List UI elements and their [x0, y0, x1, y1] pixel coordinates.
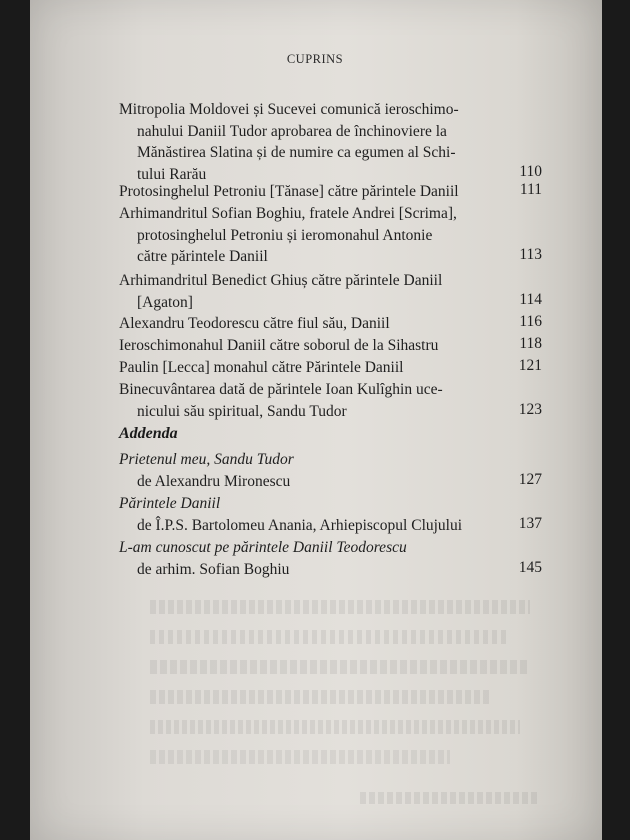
- page-number: 145: [518, 559, 542, 576]
- addenda-heading: Addenda: [119, 425, 178, 442]
- toc-entry-line: tului Rarău: [137, 165, 207, 183]
- page-number: 137: [518, 515, 542, 532]
- toc-entry-line: Ieroschimonahul Daniil către soborul de la Sihastru: [119, 337, 439, 354]
- page-number: 118: [519, 335, 542, 352]
- toc-entry-line: [Agaton]: [137, 293, 193, 311]
- toc-entry-line: protosinghelul Petroniu și ieromonahul Antonie: [137, 226, 433, 244]
- addenda-author: de arhim. Sofian Boghiu: [137, 560, 290, 578]
- addenda-entry: [119, 449, 543, 492]
- addenda-title: L-am cunoscut pe părintele Daniil Teodorescu: [119, 539, 407, 556]
- toc-entry: [119, 99, 543, 185]
- toc-entry-line: Paulin [Lecca] monahul către Părintele Daniil: [119, 359, 404, 376]
- addenda-title: Părintele Daniil: [119, 495, 221, 512]
- page-number: 110: [519, 163, 542, 180]
- toc-entry-line: Mănăstirea Slatina și de numire ca egumen al Schi-: [137, 144, 456, 161]
- toc-entry: [119, 181, 543, 203]
- addenda-author: de Î.P.S. Bartolomeu Anania, Arhiepiscopul Clujului: [137, 516, 463, 534]
- toc-entry-line: Mitropolia Moldovei și Sucevei comunică ieroschimo-: [119, 101, 459, 118]
- toc-entry-line: Arhimandritul Benedict Ghiuș către părintele Daniil: [119, 272, 443, 289]
- toc-entry-line: nicului său spiritual, Sandu Tudor: [137, 402, 347, 420]
- toc-entry-line: Arhimandritul Sofian Boghiu, fratele Andrei [Scrima],: [119, 205, 457, 222]
- page-number: 123: [518, 401, 542, 418]
- page-number: 111: [519, 181, 542, 198]
- toc-entry: [119, 313, 543, 335]
- page-number: 127: [518, 471, 542, 488]
- addenda-author: de Alexandru Mironescu: [137, 472, 291, 490]
- running-head: CUPRINS: [286, 52, 344, 66]
- addenda-entry: [119, 537, 543, 580]
- page-number: 116: [519, 313, 542, 330]
- addenda-title: Prietenul meu, Sandu Tudor: [119, 451, 294, 468]
- page-number: 114: [519, 291, 542, 308]
- toc-entry: [119, 335, 543, 357]
- page-number: 113: [519, 246, 542, 263]
- addenda-entry: [119, 493, 543, 536]
- toc-entry: [119, 203, 543, 268]
- toc-entry-line: către părintele Daniil: [137, 248, 268, 265]
- toc-entry: [119, 379, 543, 422]
- toc-entry-line: nahului Daniil Tudor aprobarea de închinoviere la: [137, 122, 447, 140]
- toc-entry: [119, 270, 543, 313]
- toc-entry-line: Protosinghelul Petroniu [Tănase] către părintele Daniil: [119, 183, 459, 200]
- toc-entry: [119, 357, 543, 379]
- page-number: 121: [518, 357, 542, 374]
- toc-entry-line: Binecuvântarea dată de părintele Ioan Kulîghin uce-: [119, 381, 443, 398]
- toc-entry-line: Alexandru Teodorescu către fiul său, Daniil: [119, 315, 390, 332]
